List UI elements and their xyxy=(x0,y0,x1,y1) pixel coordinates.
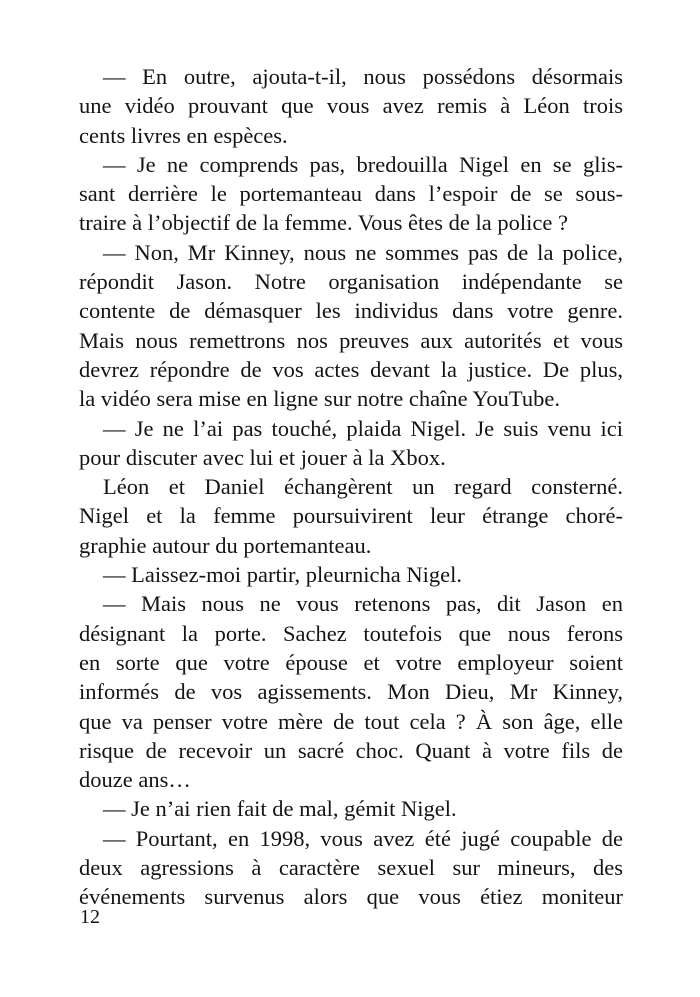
text-line: que va penser votre mère de tout cela ? À son âge, elle xyxy=(79,708,623,734)
text-line: devrez répondre de vos actes devant la justice. De plus, xyxy=(79,356,623,382)
body-text xyxy=(79,62,623,912)
text-line: la vidéo sera mise en ligne sur notre chaîne YouTube. xyxy=(79,386,560,412)
text-line: risque de recevoir un sacré choc. Quant à votre fils de xyxy=(79,737,623,763)
text-line: — Je ne comprends pas, bredouilla Nigel en se glis- xyxy=(103,151,623,177)
text-line: Léon et Daniel échangèrent un regard consterné. xyxy=(103,474,623,500)
text-line: Mais nous remettrons nos preuves aux autorités et vous xyxy=(79,327,623,353)
text-line: événements survenus alors que vous étiez moniteur xyxy=(79,884,623,910)
text-line: contente de démasquer les individus dans votre genre. xyxy=(79,298,623,324)
text-line: en sorte que votre épouse et votre employeur soient xyxy=(79,649,623,675)
text-line: — Je n’ai rien fait de mal, gémit Nigel. xyxy=(103,796,457,822)
text-line: désignant la porte. Sachez toutefois que nous ferons xyxy=(79,620,623,646)
text-line: deux agressions à caractère sexuel sur mineurs, des xyxy=(79,855,623,881)
text-line: — Non, Mr Kinney, nous ne sommes pas de la police, xyxy=(103,239,623,265)
page-number: 12 xyxy=(80,906,100,928)
text-line: — Pourtant, en 1998, vous avez été jugé coupable de xyxy=(103,825,623,851)
text-line: — Mais nous ne vous retenons pas, dit Jason en xyxy=(103,591,623,617)
text-line: — En outre, ajouta-t-il, nous possédons désormais xyxy=(103,64,623,89)
text-line: sant derrière le portemanteau dans l’espoir de se sous- xyxy=(79,181,623,207)
text-line: traire à l’objectif de la femme. Vous êtes de la police ? xyxy=(79,210,568,236)
text-line: graphie autour du portemanteau. xyxy=(79,532,372,558)
text-line: cents livres en espèces. xyxy=(79,122,288,148)
text-line: douze ans… xyxy=(79,767,191,793)
text-line: répondit Jason. Notre organisation indépendante se xyxy=(79,269,623,295)
text-line: pour discuter avec lui et jouer à la Xbox. xyxy=(79,444,446,470)
text-line: Nigel et la femme poursuivirent leur étrange choré- xyxy=(79,503,623,529)
text-line: une vidéo prouvant que vous avez remis à Léon trois xyxy=(79,93,623,119)
text-line: — Laissez-moi partir, pleurnicha Nigel. xyxy=(103,562,462,588)
text-line: — Je ne l’ai pas touché, plaida Nigel. Je suis venu ici xyxy=(103,415,623,441)
text-line: informés de vos agissements. Mon Dieu, Mr Kinney, xyxy=(79,679,623,705)
